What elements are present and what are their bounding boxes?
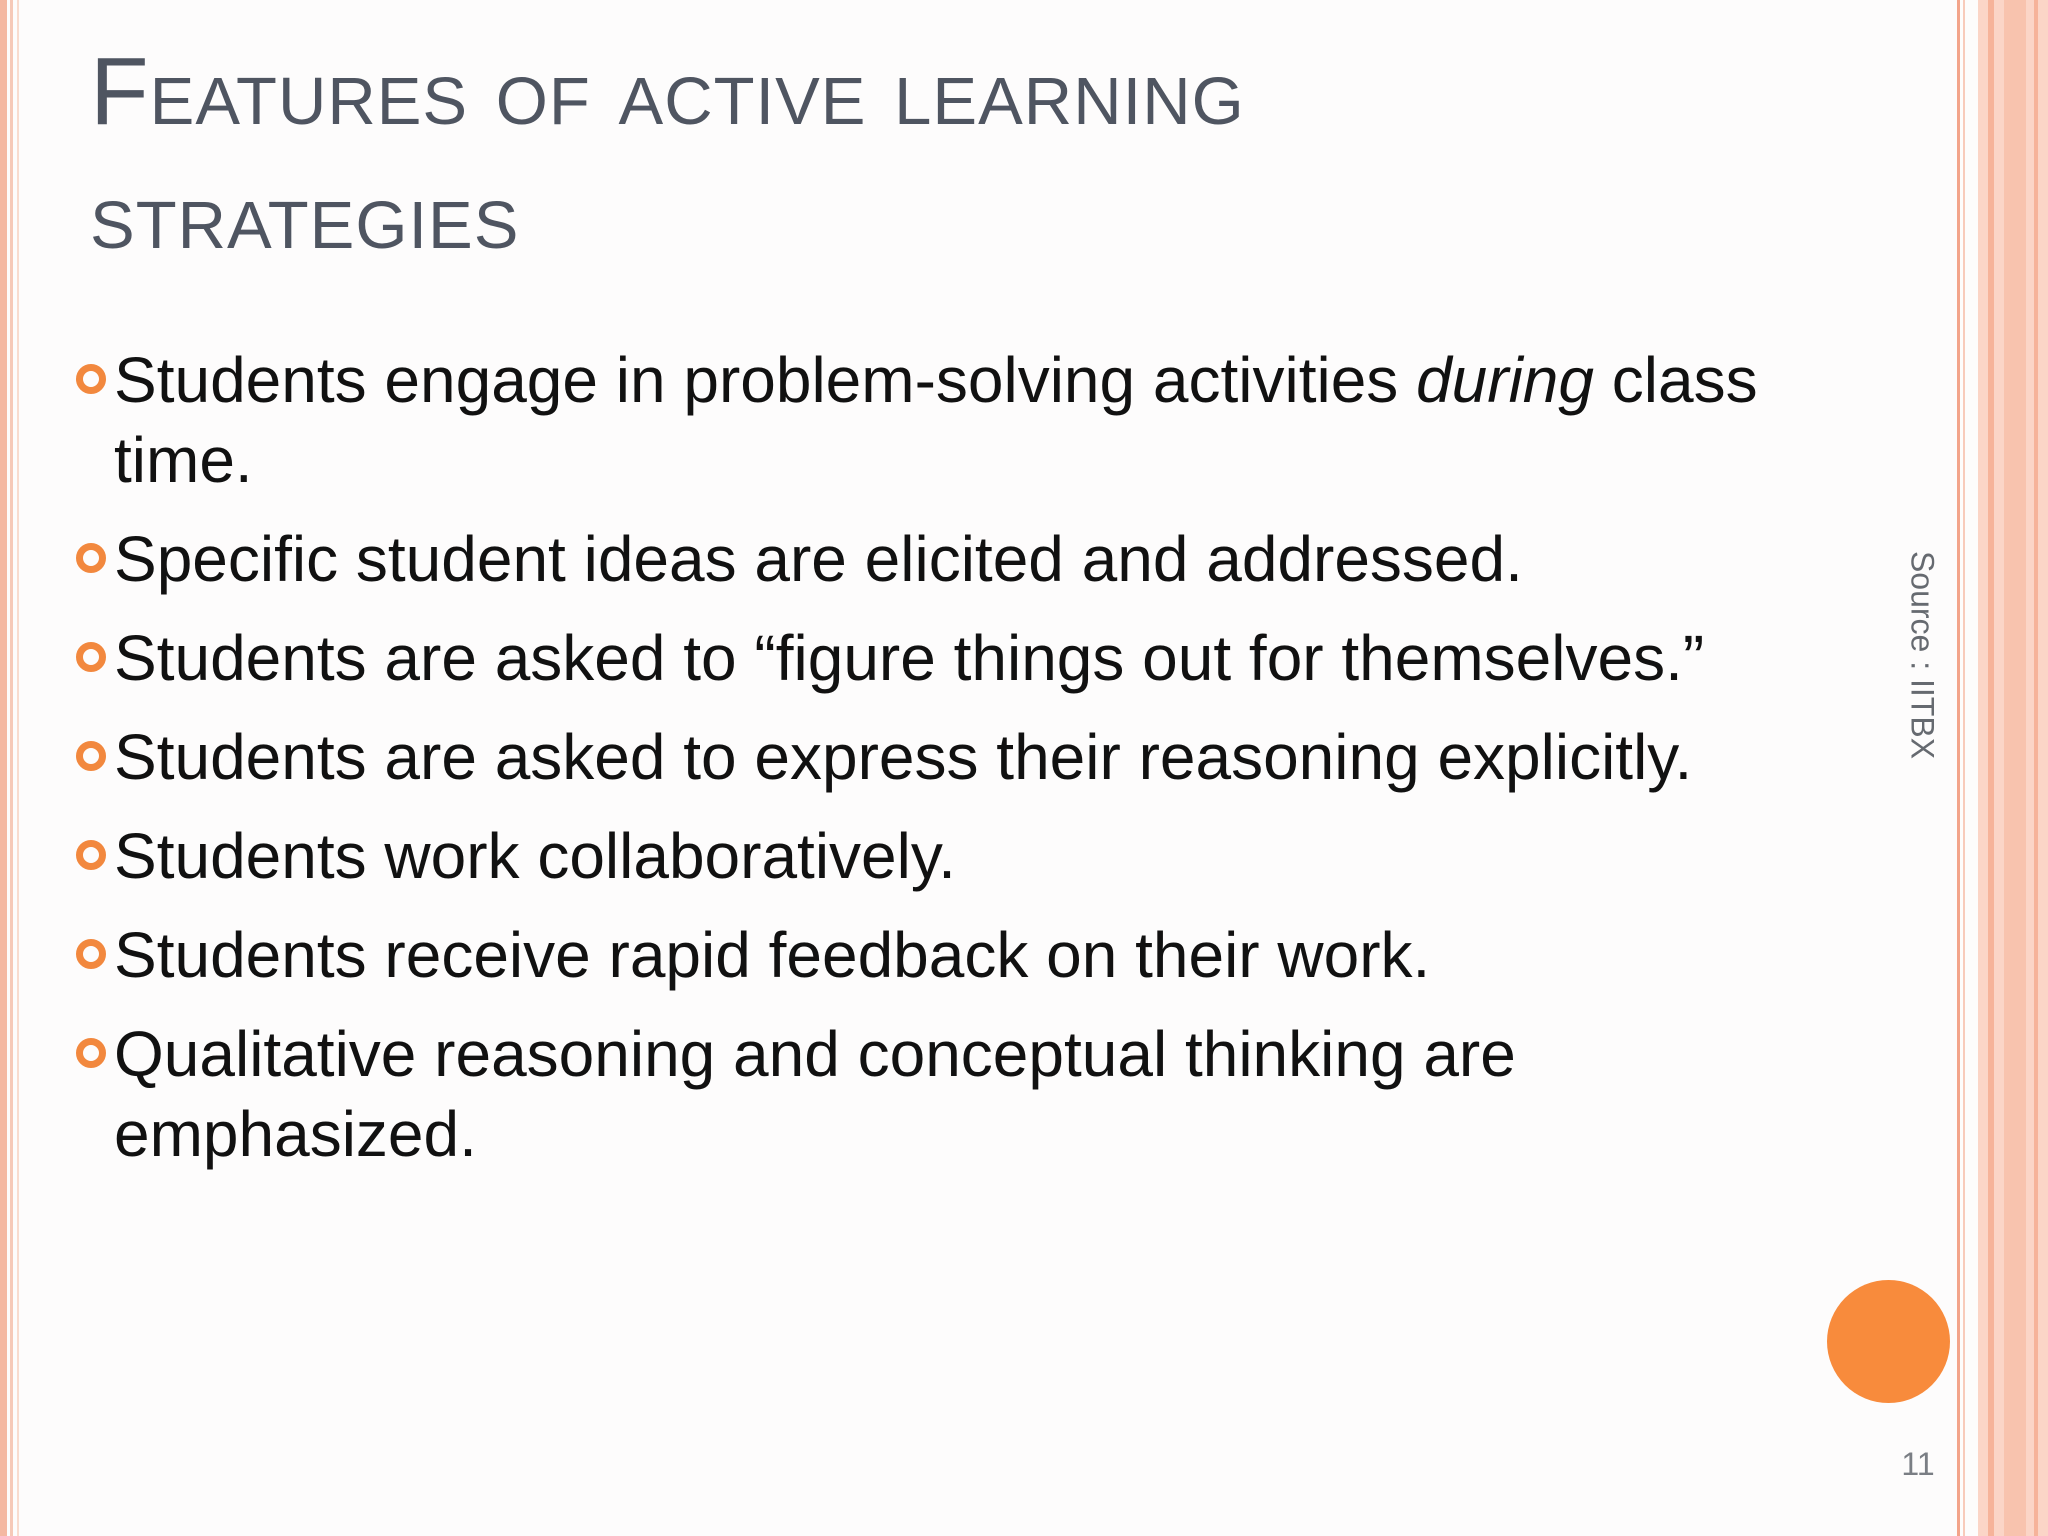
orange-circle-icon — [1827, 1280, 1950, 1403]
slide-title — [90, 30, 1790, 278]
page-number: 11 — [1901, 1446, 1935, 1482]
source-label: Source : IITBX — [1904, 550, 1941, 760]
bullet-item — [76, 340, 1876, 500]
bullet-text: Students are asked to express their reasoning explicitly. — [114, 721, 1693, 793]
bullet-item — [76, 816, 1876, 896]
orange-ring-bullet-icon — [76, 741, 106, 771]
bullet-text: Students receive rapid feedback on their work. — [114, 919, 1431, 991]
title-line-1: Features of active learning — [90, 38, 1245, 145]
bullet-item — [76, 618, 1876, 698]
title-line-2: strategies — [90, 162, 520, 269]
orange-ring-bullet-icon — [76, 840, 106, 870]
bullet-text: Specific student ideas are elicited and addressed. — [114, 523, 1523, 595]
left-border-stripe — [0, 0, 7, 1536]
bullet-item — [76, 519, 1876, 599]
bullet-text: Qualitative reasoning and conceptual thinking are emphasized. — [114, 1018, 1516, 1170]
orange-ring-bullet-icon — [76, 939, 106, 969]
bullet-emphasis: during — [1416, 344, 1594, 416]
bullet-text: Students engage in problem-solving activities — [114, 344, 1417, 416]
right-band-stripe-wide — [2004, 0, 2026, 1536]
bullet-item — [76, 717, 1876, 797]
right-band-stripe — [1988, 0, 1994, 1536]
bullet-text: Students work collaboratively. — [114, 820, 956, 892]
bullet-text-end: class time. — [114, 344, 1758, 496]
orange-ring-bullet-icon — [76, 364, 106, 394]
bullet-text: Students are asked to “figure things out for themselves.” — [114, 622, 1705, 694]
bullet-item — [76, 915, 1876, 995]
left-border-stripe-inner — [10, 0, 13, 1536]
bullet-list — [76, 340, 1876, 1193]
left-border-stripe-thin — [17, 0, 19, 1536]
orange-ring-bullet-icon — [76, 642, 106, 672]
right-border-line-thin — [1963, 0, 1965, 1536]
orange-ring-bullet-icon — [76, 1038, 106, 1068]
orange-ring-bullet-icon — [76, 543, 106, 573]
right-border-line — [1957, 0, 1960, 1536]
bullet-item — [76, 1014, 1714, 1174]
right-band-stripe-edge — [2034, 0, 2038, 1536]
